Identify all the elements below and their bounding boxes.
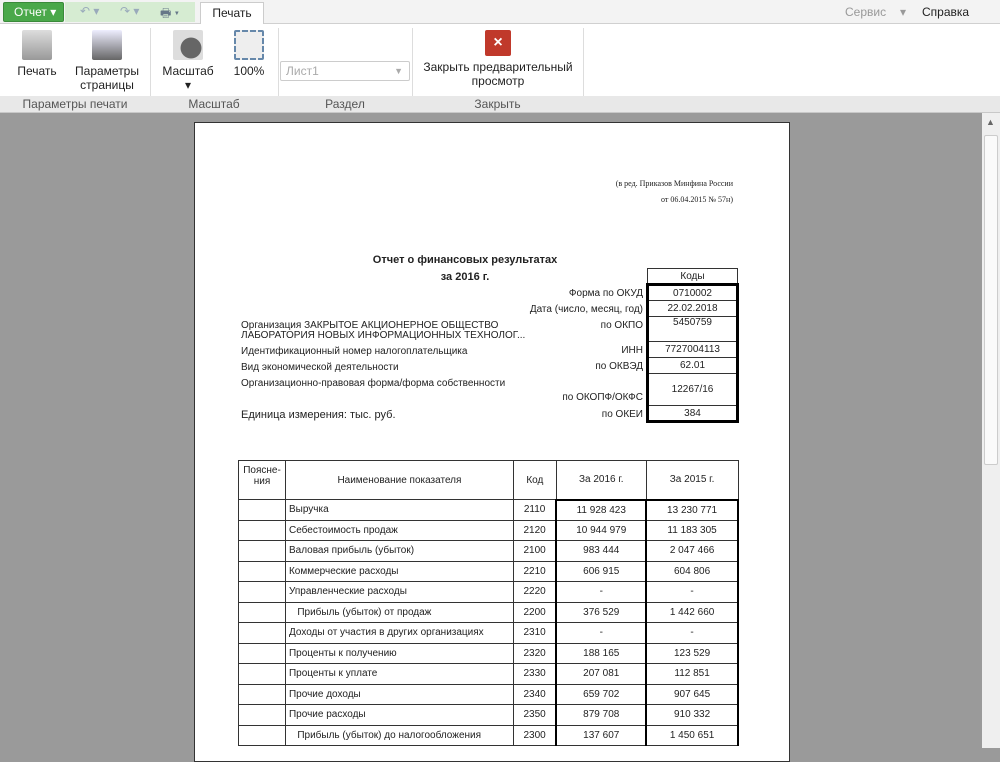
title-bar (0, 0, 1000, 24)
menu-help[interactable]: Справка (922, 5, 970, 19)
close-icon: × (485, 30, 511, 56)
code-cell: 2110 (513, 500, 556, 521)
table-row (239, 582, 739, 603)
table-row (239, 705, 739, 726)
value-2015-cell: 123 529 (646, 643, 738, 664)
table-row (239, 500, 739, 521)
report-title: Отчет о финансовых результатах (372, 254, 558, 266)
organization: Организация ЗАКРЫТОЕ АКЦИОНЕРНОЕ ОБЩЕСТВО (241, 320, 499, 331)
table-row (239, 664, 739, 685)
note-cell (239, 643, 286, 664)
code-value: 62.01 (648, 358, 738, 374)
vertical-scrollbar[interactable] (982, 113, 1000, 748)
code-cell: 2310 (513, 623, 556, 644)
value-2015-cell: 112 851 (646, 664, 738, 685)
value-2016-cell: - (556, 582, 646, 603)
report-menu-button[interactable]: Отчет ▾ (3, 2, 64, 22)
code-value: 7727004113 (648, 342, 738, 358)
print-icon[interactable]: 🖶 ▾ (160, 6, 180, 20)
indicator-cell: Проценты к уплате (285, 664, 513, 685)
unit-label: Единица измерения: тыс. руб. (241, 409, 396, 421)
table-row (239, 520, 739, 541)
indicator-cell: Прибыль (убыток) до налогообложения (285, 725, 513, 746)
note-cell (239, 582, 286, 603)
value-2016-cell: 10 944 979 (556, 520, 646, 541)
indicator-cell: Выручка (285, 500, 513, 521)
column-header: Поясне-ния (239, 461, 286, 500)
code-cell: 2220 (513, 582, 556, 603)
code-label: ИНН (621, 345, 643, 356)
code-label: Форма по ОКУД (568, 288, 643, 299)
section-select[interactable]: Лист1 ▼ (280, 61, 410, 81)
note-cell (239, 561, 286, 582)
page-setup-button[interactable]: Параметры страницы (72, 30, 142, 92)
table-row (239, 725, 739, 746)
page-setup-icon (92, 30, 122, 60)
note-cell (239, 705, 286, 726)
note-cell (239, 520, 286, 541)
group-label: Параметры печати (22, 97, 128, 111)
value-2015-cell: 2 047 466 (646, 541, 738, 562)
value-2016-cell: 207 081 (556, 664, 646, 685)
table-row (239, 643, 739, 664)
value-2016-cell: 11 928 423 (556, 500, 646, 521)
value-2015-cell: 910 332 (646, 705, 738, 726)
indicator-cell: Доходы от участия в других организациях (285, 623, 513, 644)
chevron-down-icon[interactable]: ▾ (900, 5, 907, 19)
code-cell: 2340 (513, 684, 556, 705)
value-2016-cell: 659 702 (556, 684, 646, 705)
value-2016-cell: 137 607 (556, 725, 646, 746)
value-2016-cell: 376 529 (556, 602, 646, 623)
group-label: Закрыть (474, 97, 521, 111)
chevron-down-icon: ▼ (394, 66, 403, 76)
note-cell (239, 664, 286, 685)
printer-icon (22, 30, 52, 60)
zoom-100-button[interactable]: 100% (230, 30, 268, 78)
legal-form-label: Организационно-правовая форма/форма собственности (241, 378, 506, 389)
undo-icon[interactable]: ↶ ▾ (80, 4, 100, 18)
code-label: по ОКВЭД (595, 361, 643, 372)
menu-service[interactable]: Сервис (845, 5, 887, 19)
column-header: За 2016 г. (556, 461, 646, 500)
value-2015-cell: 907 645 (646, 684, 738, 705)
code-label: по ОКЕИ (601, 409, 643, 420)
table-row (239, 623, 739, 644)
indicator-cell: Прибыль (убыток) от продаж (285, 602, 513, 623)
fit-page-icon (234, 30, 264, 60)
code-value: 384 (648, 406, 738, 422)
value-2016-cell: 983 444 (556, 541, 646, 562)
results-table (238, 460, 739, 746)
value-2016-cell: - (556, 623, 646, 644)
code-cell: 2210 (513, 561, 556, 582)
zoom-icon (173, 30, 203, 60)
code-cell: 2120 (513, 520, 556, 541)
scrollbar-thumb[interactable] (984, 135, 998, 465)
preview-page (194, 122, 790, 762)
value-2015-cell: 13 230 771 (646, 500, 738, 521)
code-value: 22.02.2018 (648, 301, 738, 317)
value-2015-cell: 604 806 (646, 561, 738, 582)
organization: ЛАБОРАТОРИЯ НОВЫХ ИНФОРМАЦИОННЫХ ТЕХНОЛОГ... (241, 330, 526, 341)
code-label: по ОКОПФ/ОКФС (562, 392, 643, 403)
group-label: Раздел (325, 97, 365, 111)
code-cell: 2330 (513, 664, 556, 685)
zoom-button[interactable]: Масштаб ▾ (160, 30, 216, 92)
code-value: 5450759 (648, 317, 738, 342)
note-cell (239, 541, 286, 562)
indicator-cell: Валовая прибыль (убыток) (285, 541, 513, 562)
value-2016-cell: 606 915 (556, 561, 646, 582)
value-2015-cell: 1 450 651 (646, 725, 738, 746)
note-cell (239, 725, 286, 746)
redo-icon[interactable]: ↷ ▾ (120, 4, 140, 18)
value-2015-cell: 1 442 660 (646, 602, 738, 623)
code-value: 12267/16 (648, 374, 738, 406)
note-cell (239, 500, 286, 521)
value-2015-cell: - (646, 623, 738, 644)
value-2015-cell: 11 183 305 (646, 520, 738, 541)
report-period: за 2016 г. (440, 271, 490, 283)
table-row (239, 541, 739, 562)
codes-header: Коды (648, 269, 738, 285)
column-header: Наименование показателя (285, 461, 513, 500)
code-cell: 2300 (513, 725, 556, 746)
column-header: За 2015 г. (646, 461, 738, 500)
group-label: Масштаб (188, 97, 240, 111)
indicator-cell: Коммерческие расходы (285, 561, 513, 582)
activity-label: Вид экономической деятельности (241, 362, 399, 373)
codes-table (646, 268, 739, 423)
print-button[interactable]: Печать (14, 30, 60, 78)
code-label: по ОКПО (600, 320, 643, 331)
note-cell (239, 623, 286, 644)
ribbon-group-labels (0, 96, 1000, 113)
note: от 06.04.2015 № 57н) (661, 195, 733, 204)
tab-print[interactable]: Печать (200, 2, 264, 25)
inn-label: Идентификационный номер налогоплательщика (241, 346, 468, 357)
note-cell (239, 684, 286, 705)
indicator-cell: Себестоимость продаж (285, 520, 513, 541)
code-cell: 2350 (513, 705, 556, 726)
indicator-cell: Прочие доходы (285, 684, 513, 705)
quick-access-toolbar (65, 2, 195, 22)
code-cell: 2320 (513, 643, 556, 664)
code-label: Дата (число, месяц, год) (529, 304, 643, 315)
scroll-up-icon[interactable]: ▲ (986, 117, 995, 127)
table-row (239, 602, 739, 623)
value-2015-cell: - (646, 582, 738, 603)
table-row (239, 561, 739, 582)
value-2016-cell: 188 165 (556, 643, 646, 664)
note: (в ред. Приказов Минфина России (615, 179, 733, 188)
table-row (239, 684, 739, 705)
column-header: Код (513, 461, 556, 500)
indicator-cell: Прочие расходы (285, 705, 513, 726)
note-cell (239, 602, 286, 623)
code-cell: 2200 (513, 602, 556, 623)
value-2016-cell: 879 708 (556, 705, 646, 726)
close-preview-button[interactable]: × Закрыть предварительный просмотр (420, 30, 576, 88)
indicator-cell: Проценты к получению (285, 643, 513, 664)
code-cell: 2100 (513, 541, 556, 562)
indicator-cell: Управленческие расходы (285, 582, 513, 603)
code-value: 0710002 (648, 285, 738, 301)
